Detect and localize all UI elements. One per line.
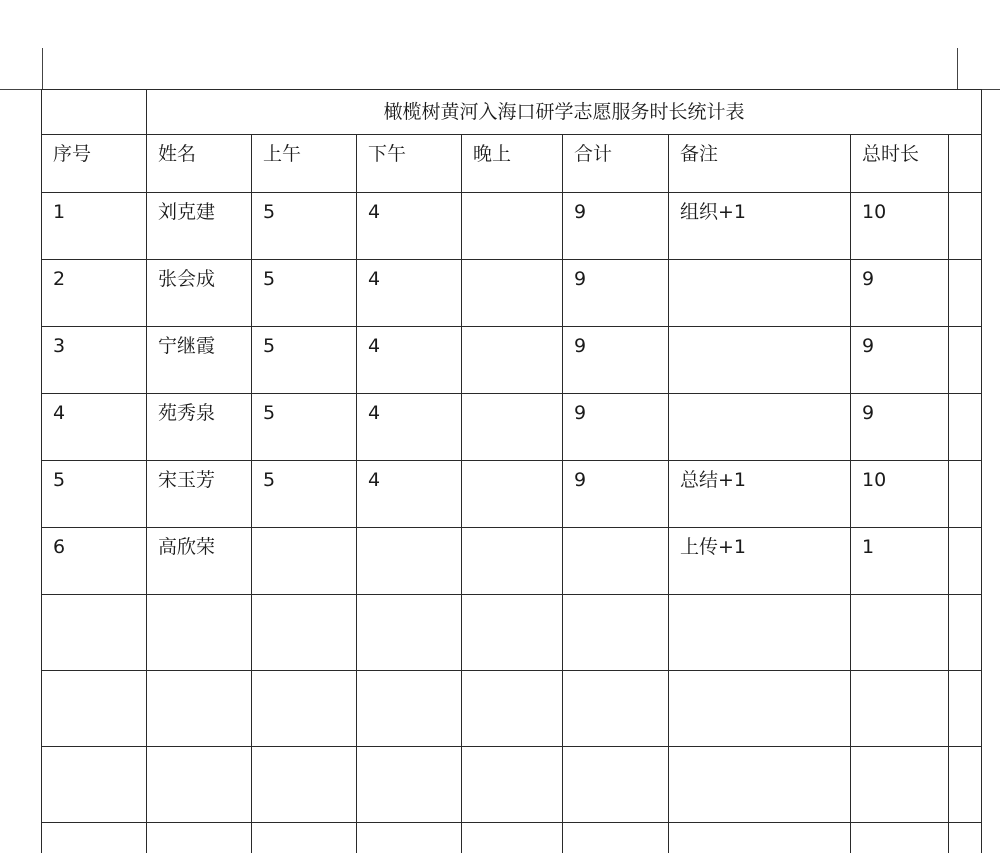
cell-value: 4 — [368, 335, 381, 357]
table-cell[interactable] — [42, 528, 147, 595]
header-cell[interactable] — [563, 135, 669, 193]
table-cell[interactable] — [949, 260, 982, 327]
cell-value: 6 — [53, 536, 66, 558]
table-cell[interactable] — [462, 528, 563, 595]
table-row — [42, 260, 982, 327]
table-cell[interactable] — [147, 461, 252, 528]
table-cell[interactable] — [563, 193, 669, 260]
header-label: 合计 — [574, 143, 613, 165]
table-row — [42, 528, 982, 595]
title-row — [42, 90, 982, 135]
cell-value — [949, 327, 981, 337]
cell-value: 上传+1 — [680, 536, 747, 558]
header-cell[interactable] — [147, 135, 252, 193]
table-cell[interactable] — [949, 528, 982, 595]
header-label: 上午 — [263, 143, 302, 165]
table-cell[interactable] — [252, 528, 357, 595]
cell-value — [563, 528, 668, 538]
cell-value: 2 — [53, 268, 66, 290]
cell-value — [669, 260, 850, 270]
empty-table-row — [42, 671, 982, 747]
empty-table-cell[interactable] — [949, 823, 982, 854]
empty-table-cell[interactable] — [563, 595, 669, 671]
header-label — [949, 135, 981, 145]
table-cell[interactable] — [42, 394, 147, 461]
cell-value — [949, 528, 981, 538]
empty-table-cell[interactable] — [42, 747, 147, 823]
margin-guide-top-left — [42, 48, 43, 90]
empty-table-cell[interactable] — [42, 671, 147, 747]
header-cell[interactable] — [252, 135, 357, 193]
table-row — [42, 193, 982, 260]
table-cell[interactable] — [563, 394, 669, 461]
table-cell[interactable] — [42, 327, 147, 394]
header-row — [42, 135, 982, 193]
table-cell[interactable] — [669, 260, 851, 327]
table-cell[interactable] — [462, 193, 563, 260]
cell-value — [462, 327, 562, 337]
table-cell[interactable] — [563, 461, 669, 528]
table-cell[interactable] — [252, 193, 357, 260]
table-cell[interactable] — [851, 327, 949, 394]
table-cell[interactable] — [949, 193, 982, 260]
empty-table-cell[interactable] — [563, 671, 669, 747]
table-cell[interactable] — [252, 461, 357, 528]
cell-value: 苑秀泉 — [158, 402, 216, 424]
header-label: 下午 — [368, 143, 407, 165]
empty-table-cell[interactable] — [851, 595, 949, 671]
table-cell[interactable] — [147, 327, 252, 394]
cell-value — [462, 260, 562, 270]
empty-table-cell[interactable] — [42, 595, 147, 671]
table-cell[interactable] — [949, 327, 982, 394]
empty-table-cell[interactable] — [252, 671, 357, 747]
table-cell[interactable] — [851, 394, 949, 461]
header-cell[interactable] — [357, 135, 462, 193]
table-cell[interactable] — [851, 528, 949, 595]
empty-table-cell[interactable] — [147, 747, 252, 823]
empty-table-cell[interactable] — [252, 823, 357, 854]
cell-value — [252, 528, 356, 538]
table-cell[interactable] — [563, 260, 669, 327]
empty-table-cell[interactable] — [462, 747, 563, 823]
table-cell[interactable] — [563, 528, 669, 595]
cell-value: 5 — [53, 469, 66, 491]
cell-value — [357, 528, 461, 538]
empty-table-cell[interactable] — [949, 671, 982, 747]
table-cell[interactable] — [147, 394, 252, 461]
cell-value: 5 — [263, 201, 276, 223]
empty-table-cell[interactable] — [669, 823, 851, 854]
table-cell[interactable] — [42, 193, 147, 260]
cell-value: 总结+1 — [680, 469, 747, 491]
cell-value: 组织+1 — [680, 201, 747, 223]
empty-table-cell[interactable] — [462, 823, 563, 854]
cell-value: 5 — [263, 335, 276, 357]
cell-value: 9 — [574, 268, 587, 290]
cell-value: 9 — [574, 402, 587, 424]
empty-table-cell[interactable] — [462, 595, 563, 671]
margin-guide-left-horizontal — [0, 89, 42, 90]
cut-off-table-row — [42, 823, 982, 854]
table-cell[interactable] — [42, 260, 147, 327]
cell-value: 9 — [574, 335, 587, 357]
empty-table-cell[interactable] — [949, 747, 982, 823]
header-label: 姓名 — [158, 143, 197, 165]
margin-guide-top-right — [957, 48, 958, 90]
table-cell[interactable] — [462, 461, 563, 528]
title-blank-cell[interactable] — [42, 90, 147, 135]
cell-value: 张会成 — [158, 268, 216, 290]
empty-table-row — [42, 747, 982, 823]
table-cell[interactable] — [42, 461, 147, 528]
cell-value: 4 — [368, 402, 381, 424]
empty-table-cell[interactable] — [669, 747, 851, 823]
cell-value: 9 — [862, 268, 875, 290]
header-label: 晚上 — [473, 143, 512, 165]
empty-table-cell[interactable] — [147, 595, 252, 671]
cell-value: 高欣荣 — [158, 536, 216, 558]
empty-table-cell[interactable] — [563, 823, 669, 854]
table-cell[interactable] — [462, 260, 563, 327]
table-row — [42, 327, 982, 394]
cell-value: 5 — [263, 469, 276, 491]
header-label: 序号 — [53, 143, 92, 165]
cell-value: 9 — [862, 335, 875, 357]
empty-table-cell[interactable] — [357, 671, 462, 747]
table-cell[interactable] — [949, 461, 982, 528]
cell-value: 宋玉芳 — [158, 469, 216, 491]
empty-table-row — [42, 595, 982, 671]
header-cell[interactable] — [949, 135, 982, 193]
table-cell[interactable] — [949, 394, 982, 461]
cell-value: 5 — [263, 268, 276, 290]
cell-value: 4 — [368, 201, 381, 223]
cell-value: 4 — [53, 402, 66, 424]
volunteer-hours-table — [41, 89, 982, 853]
table-cell[interactable] — [669, 394, 851, 461]
table-cell[interactable] — [357, 260, 462, 327]
table-cell[interactable] — [147, 260, 252, 327]
cell-value — [462, 193, 562, 203]
empty-table-cell[interactable] — [147, 823, 252, 854]
empty-table-cell[interactable] — [357, 747, 462, 823]
empty-table-cell[interactable] — [357, 823, 462, 854]
cell-value — [462, 394, 562, 404]
table-cell[interactable] — [851, 260, 949, 327]
table-cell[interactable] — [357, 327, 462, 394]
cell-value: 4 — [368, 268, 381, 290]
table-cell[interactable] — [851, 193, 949, 260]
empty-table-cell[interactable] — [462, 671, 563, 747]
cell-value — [462, 528, 562, 538]
cell-value — [669, 327, 850, 337]
table-cell[interactable] — [462, 394, 563, 461]
table-cell[interactable] — [147, 193, 252, 260]
header-cell[interactable] — [669, 135, 851, 193]
table-cell[interactable] — [669, 528, 851, 595]
empty-table-cell[interactable] — [563, 747, 669, 823]
cell-value: 宁继霞 — [158, 335, 216, 357]
cell-value — [949, 394, 981, 404]
table-cell[interactable] — [357, 394, 462, 461]
empty-table-cell[interactable] — [851, 671, 949, 747]
empty-table-cell[interactable] — [949, 595, 982, 671]
table-cell[interactable] — [669, 327, 851, 394]
cell-value: 3 — [53, 335, 66, 357]
cell-value: 5 — [263, 402, 276, 424]
header-label: 总时长 — [862, 143, 920, 165]
header-label: 备注 — [680, 143, 719, 165]
table-cell[interactable] — [563, 327, 669, 394]
cell-value: 9 — [574, 469, 587, 491]
cell-value: 10 — [862, 201, 887, 223]
table-cell[interactable] — [462, 327, 563, 394]
empty-table-cell[interactable] — [357, 595, 462, 671]
cell-value: 4 — [368, 469, 381, 491]
header-cell[interactable] — [462, 135, 563, 193]
empty-table-cell[interactable] — [147, 671, 252, 747]
table-cell[interactable] — [252, 394, 357, 461]
cell-value: 10 — [862, 469, 887, 491]
table-cell[interactable] — [252, 327, 357, 394]
cell-value: 9 — [574, 201, 587, 223]
table-cell[interactable] — [357, 461, 462, 528]
empty-table-cell[interactable] — [851, 747, 949, 823]
table-cell[interactable] — [252, 260, 357, 327]
cell-value — [669, 394, 850, 404]
table-cell[interactable] — [147, 528, 252, 595]
header-cell[interactable] — [851, 135, 949, 193]
cell-value: 1 — [53, 201, 66, 223]
table-row — [42, 461, 982, 528]
empty-table-cell[interactable] — [252, 747, 357, 823]
empty-table-cell[interactable] — [851, 823, 949, 854]
cell-value: 1 — [862, 536, 875, 558]
empty-table-cell[interactable] — [669, 595, 851, 671]
table-title-cell[interactable] — [147, 90, 982, 135]
cell-value — [949, 193, 981, 203]
cell-value — [462, 461, 562, 471]
table-cell[interactable] — [357, 193, 462, 260]
header-cell[interactable] — [42, 135, 147, 193]
table-cell[interactable] — [669, 461, 851, 528]
cell-value: 9 — [862, 402, 875, 424]
table-row — [42, 394, 982, 461]
empty-table-cell[interactable] — [669, 671, 851, 747]
empty-table-cell[interactable] — [252, 595, 357, 671]
table-cell[interactable] — [851, 461, 949, 528]
cell-value: 刘克建 — [158, 201, 216, 223]
empty-table-cell[interactable] — [42, 823, 147, 854]
cell-value — [949, 461, 981, 471]
table-title: 橄榄树黄河入海口研学志愿服务时长统计表 — [383, 100, 745, 123]
table-cell[interactable] — [357, 528, 462, 595]
cell-value — [949, 260, 981, 270]
table-cell[interactable] — [669, 193, 851, 260]
